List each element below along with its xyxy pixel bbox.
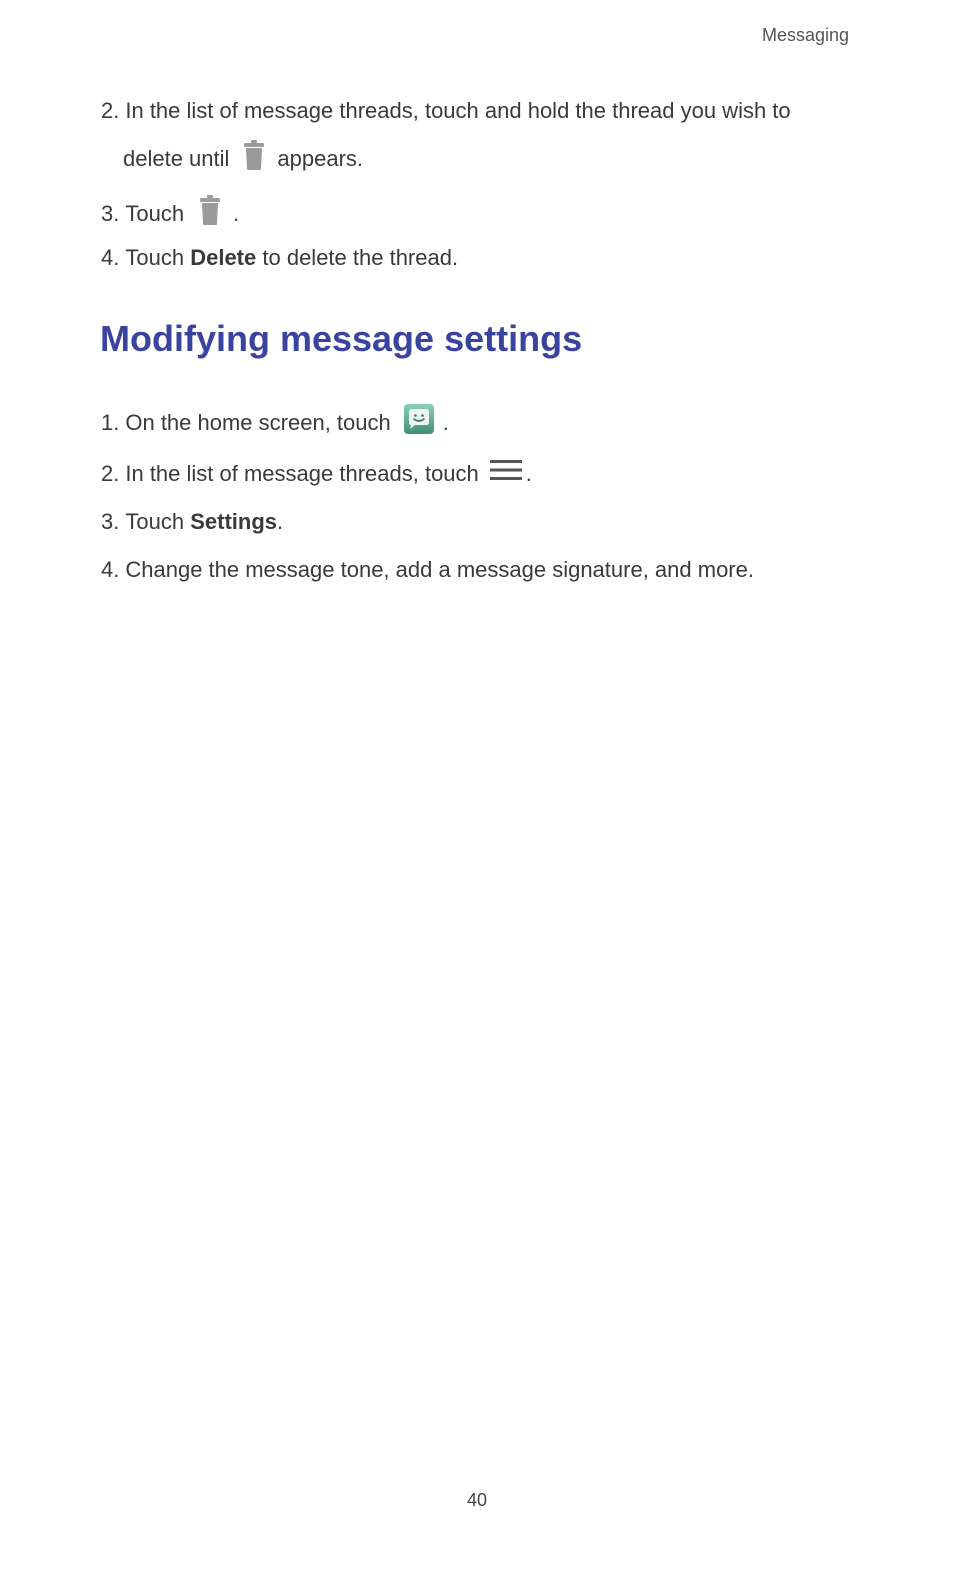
- step-text: to delete the thread.: [262, 245, 459, 270]
- page-number: 40: [466, 1490, 488, 1510]
- step-text: In the list of message threads, touch and hold the thread you wish to: [125, 98, 791, 123]
- step-text: Touch: [125, 509, 185, 534]
- step-number: 3.: [101, 201, 120, 226]
- step-text: .: [233, 201, 240, 226]
- step-number: 4.: [101, 245, 120, 270]
- delete-step-4: [101, 243, 458, 273]
- step-text: .: [442, 410, 449, 435]
- delete-step-3: [101, 194, 239, 234]
- running-header: Messaging: [761, 25, 849, 45]
- step-number: 2.: [101, 461, 120, 486]
- settings-step-3: [101, 507, 283, 537]
- step-number: 2.: [101, 98, 120, 123]
- delete-step-2: [101, 96, 791, 126]
- messaging-app-icon: [403, 403, 435, 443]
- section-title: Modifying message settings: [100, 318, 583, 359]
- step-text: On the home screen, touch: [125, 410, 391, 435]
- trash-icon: [199, 194, 221, 234]
- trash-icon: [243, 139, 265, 179]
- step-number: 4.: [101, 557, 120, 582]
- step-text: Touch: [125, 245, 185, 270]
- step-text: delete until: [123, 146, 230, 171]
- settings-step-4: [101, 555, 754, 585]
- menu-icon: [489, 458, 523, 490]
- settings-step-1: [101, 403, 449, 443]
- delete-step-2-continued: [123, 139, 363, 179]
- step-text: appears.: [277, 146, 364, 171]
- step-text: Change the message tone, add a message signature, and more.: [125, 557, 754, 582]
- step-text: .: [525, 461, 532, 486]
- step-number: 1.: [101, 410, 120, 435]
- delete-label: Delete: [190, 245, 257, 270]
- settings-step-2: [101, 458, 532, 490]
- step-text: Touch: [125, 201, 185, 226]
- settings-label: Settings: [190, 509, 277, 534]
- step-text: .: [277, 509, 284, 534]
- step-text: In the list of message threads, touch: [125, 461, 479, 486]
- step-number: 3.: [101, 509, 120, 534]
